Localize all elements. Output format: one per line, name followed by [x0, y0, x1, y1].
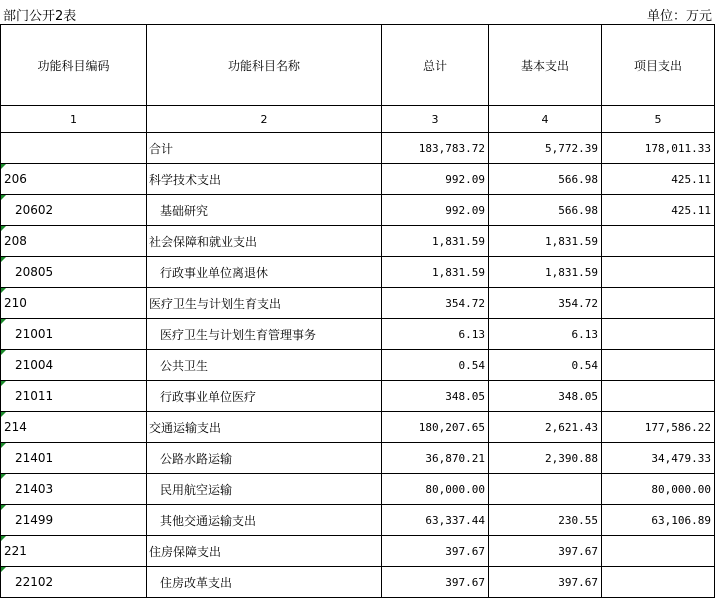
- cell-total-text: 1,831.59: [432, 265, 485, 279]
- cell-project-text: 178,011.33: [644, 141, 711, 155]
- cell-code[interactable]: [1, 474, 147, 505]
- cell-basic[interactable]: [489, 257, 602, 288]
- cell-code-text: 21004: [15, 358, 54, 372]
- column-number: 1: [1, 106, 147, 133]
- cell-basic-text: 566.98: [558, 203, 598, 217]
- cell-name[interactable]: [147, 226, 382, 257]
- cell-name-text: 医疗卫生与计划生育管理事务: [160, 327, 317, 342]
- comment-marker-icon: [1, 536, 6, 541]
- cell-total-text: 6.13: [458, 327, 485, 341]
- comment-marker-icon: [1, 226, 6, 231]
- cell-basic[interactable]: [489, 350, 602, 381]
- cell-project[interactable]: [602, 319, 715, 350]
- cell-basic-text: 1,831.59: [545, 234, 598, 248]
- cell-project[interactable]: [602, 226, 715, 257]
- cell-project-text: 425.11: [671, 203, 711, 217]
- cell-total-text: 397.67: [445, 544, 485, 558]
- cell-code-text: 214: [4, 420, 27, 434]
- cell-total[interactable]: [382, 536, 489, 567]
- cell-project[interactable]: [602, 133, 715, 164]
- cell-name-text: 公路水路运输: [160, 451, 233, 466]
- table-row: [1, 536, 715, 567]
- header-row: [1, 25, 715, 106]
- cell-name[interactable]: [147, 536, 382, 567]
- comment-marker-icon: [1, 257, 6, 262]
- cell-code-text: 21499: [15, 513, 54, 527]
- cell-total[interactable]: [382, 474, 489, 505]
- cell-name[interactable]: [147, 412, 382, 443]
- cell-project[interactable]: [602, 412, 715, 443]
- table-row: [1, 412, 715, 443]
- column-number: 3: [382, 106, 489, 133]
- table-row: [1, 226, 715, 257]
- column-number: 2: [147, 106, 382, 133]
- comment-marker-icon: [1, 195, 6, 200]
- cell-basic-text: 2,621.43: [545, 420, 598, 434]
- cell-code-text: 210: [4, 296, 27, 310]
- cell-name-text: 行政事业单位离退休: [160, 265, 269, 280]
- table-row: [1, 133, 715, 164]
- comment-marker-icon: [1, 567, 6, 572]
- cell-basic-text: 354.72: [558, 296, 598, 310]
- cell-project[interactable]: [602, 443, 715, 474]
- cell-code[interactable]: [1, 133, 147, 164]
- cell-project-text: 425.11: [671, 172, 711, 186]
- cell-code[interactable]: [1, 567, 147, 598]
- cell-code-text: 21001: [15, 327, 54, 341]
- cell-code-text: 22102: [15, 575, 54, 589]
- comment-marker-icon: [1, 443, 6, 448]
- cell-total[interactable]: [382, 443, 489, 474]
- cell-code-text: 20602: [15, 203, 54, 217]
- cell-project-text: 34,479.33: [651, 451, 711, 465]
- table-row: [1, 164, 715, 195]
- comment-marker-icon: [1, 164, 6, 169]
- cell-basic-text: 348.05: [558, 389, 598, 403]
- comment-marker-icon: [1, 474, 6, 479]
- cell-basic-text: 230.55: [558, 513, 598, 527]
- cell-name[interactable]: [147, 288, 382, 319]
- cell-project[interactable]: [602, 474, 715, 505]
- cell-basic-text: 0.54: [571, 358, 598, 372]
- cell-code-text: 21401: [15, 451, 54, 465]
- comment-marker-icon: [1, 288, 6, 293]
- cell-name[interactable]: [147, 133, 382, 164]
- comment-marker-icon: [1, 412, 6, 417]
- cell-basic-text: 6.13: [571, 327, 598, 341]
- cell-name-text: 公共卫生: [160, 358, 209, 373]
- cell-total-text: 63,337.44: [425, 513, 485, 527]
- cell-project[interactable]: [602, 195, 715, 226]
- cell-basic-text: 397.67: [558, 575, 598, 589]
- cell-total[interactable]: [382, 195, 489, 226]
- cell-basic[interactable]: [489, 536, 602, 567]
- table-row: [1, 381, 715, 412]
- column-header: 功能科目编码: [1, 25, 147, 106]
- cell-name[interactable]: [147, 350, 382, 381]
- cell-code[interactable]: [1, 319, 147, 350]
- table-title: 部门公开2表: [3, 9, 77, 24]
- cell-project[interactable]: [602, 536, 715, 567]
- cell-basic[interactable]: [489, 412, 602, 443]
- cell-basic[interactable]: [489, 164, 602, 195]
- column-number: 5: [602, 106, 715, 133]
- cell-name[interactable]: [147, 505, 382, 536]
- cell-name-text: 民用航空运输: [160, 482, 233, 497]
- cell-basic[interactable]: [489, 567, 602, 598]
- cell-basic-text: 2,390.88: [545, 451, 598, 465]
- cell-project[interactable]: [602, 381, 715, 412]
- cell-code-text: 221: [4, 544, 27, 558]
- table-row: [1, 474, 715, 505]
- table-row: [1, 567, 715, 598]
- cell-total[interactable]: [382, 381, 489, 412]
- cell-basic-text: 397.67: [558, 544, 598, 558]
- cell-name[interactable]: [147, 381, 382, 412]
- cell-basic[interactable]: [489, 195, 602, 226]
- cell-total-text: 183,783.72: [418, 141, 485, 155]
- cell-code[interactable]: [1, 257, 147, 288]
- cell-code-text: 21011: [15, 389, 54, 403]
- cell-name[interactable]: [147, 443, 382, 474]
- cell-total-text: 397.67: [445, 575, 485, 589]
- cell-total-text: 180,207.65: [418, 420, 485, 434]
- cell-total[interactable]: [382, 257, 489, 288]
- cell-name-text: 行政事业单位医疗: [160, 389, 257, 404]
- cell-name-text: 医疗卫生与计划生育支出: [149, 296, 282, 311]
- cell-total-text: 1,831.59: [432, 234, 485, 248]
- column-number-row: [1, 106, 715, 133]
- cell-basic[interactable]: [489, 288, 602, 319]
- cell-total-text: 992.09: [445, 172, 485, 186]
- cell-basic[interactable]: [489, 133, 602, 164]
- cell-total[interactable]: [382, 133, 489, 164]
- comment-marker-icon: [1, 505, 6, 510]
- cell-code-text: 21403: [15, 482, 54, 496]
- cell-basic[interactable]: [489, 226, 602, 257]
- cell-name-text: 科学技术支出: [149, 172, 222, 187]
- cell-code[interactable]: [1, 412, 147, 443]
- cell-total[interactable]: [382, 288, 489, 319]
- cell-project-text: 177,586.22: [644, 420, 711, 434]
- cell-code[interactable]: [1, 350, 147, 381]
- expenditure-table: [0, 24, 715, 598]
- cell-basic[interactable]: [489, 381, 602, 412]
- cell-project[interactable]: [602, 164, 715, 195]
- comment-marker-icon: [1, 381, 6, 386]
- cell-name[interactable]: [147, 474, 382, 505]
- cell-total[interactable]: [382, 505, 489, 536]
- cell-name-text: 社会保障和就业支出: [149, 234, 258, 249]
- table-row: [1, 257, 715, 288]
- cell-total[interactable]: [382, 226, 489, 257]
- cell-code[interactable]: [1, 164, 147, 195]
- cell-total-text: 354.72: [445, 296, 485, 310]
- cell-total[interactable]: [382, 319, 489, 350]
- cell-total-text: 0.54: [458, 358, 485, 372]
- cell-code-text: 206: [4, 172, 27, 186]
- cell-code[interactable]: [1, 195, 147, 226]
- cell-basic[interactable]: [489, 319, 602, 350]
- cell-basic-text: 1,831.59: [545, 265, 598, 279]
- cell-project[interactable]: [602, 288, 715, 319]
- cell-basic[interactable]: [489, 474, 602, 505]
- cell-code[interactable]: [1, 536, 147, 567]
- cell-total-text: 992.09: [445, 203, 485, 217]
- column-header: 基本支出: [489, 25, 602, 106]
- cell-basic[interactable]: [489, 505, 602, 536]
- cell-project[interactable]: [602, 505, 715, 536]
- table-row: [1, 288, 715, 319]
- cell-code[interactable]: [1, 288, 147, 319]
- cell-basic-text: 566.98: [558, 172, 598, 186]
- cell-code[interactable]: [1, 505, 147, 536]
- cell-name-text: 住房改革支出: [160, 575, 233, 590]
- column-header: 功能科目名称: [147, 25, 382, 106]
- table-row: [1, 505, 715, 536]
- cell-total-text: 80,000.00: [425, 482, 485, 496]
- cell-basic-text: 5,772.39: [545, 141, 598, 155]
- unit-label: 单位：万元: [646, 9, 712, 24]
- cell-name[interactable]: [147, 195, 382, 226]
- cell-total[interactable]: [382, 164, 489, 195]
- cell-code-text: 20805: [15, 265, 54, 279]
- cell-project[interactable]: [602, 350, 715, 381]
- cell-basic[interactable]: [489, 443, 602, 474]
- cell-code-text: 208: [4, 234, 27, 248]
- table-row: [1, 319, 715, 350]
- cell-code[interactable]: [1, 443, 147, 474]
- cell-total[interactable]: [382, 412, 489, 443]
- cell-total[interactable]: [382, 350, 489, 381]
- cell-total[interactable]: [382, 567, 489, 598]
- cell-name-text: 合计: [149, 141, 174, 156]
- cell-name[interactable]: [147, 567, 382, 598]
- cell-name[interactable]: [147, 257, 382, 288]
- table-row: [1, 195, 715, 226]
- cell-name-text: 其他交通运输支出: [160, 513, 257, 528]
- cell-code[interactable]: [1, 226, 147, 257]
- table-row: [1, 350, 715, 381]
- column-header: 总计: [382, 25, 489, 106]
- cell-project[interactable]: [602, 257, 715, 288]
- cell-project-text: 63,106.89: [651, 513, 711, 527]
- cell-project-text: 80,000.00: [651, 482, 711, 496]
- cell-name[interactable]: [147, 319, 382, 350]
- cell-name-text: 基础研究: [160, 203, 209, 218]
- column-number: 4: [489, 106, 602, 133]
- cell-name-text: 交通运输支出: [149, 420, 222, 435]
- cell-total-text: 348.05: [445, 389, 485, 403]
- cell-name[interactable]: [147, 164, 382, 195]
- cell-code[interactable]: [1, 381, 147, 412]
- cell-total-text: 36,870.21: [425, 451, 485, 465]
- comment-marker-icon: [1, 350, 6, 355]
- table-row: [1, 443, 715, 474]
- cell-name-text: 住房保障支出: [149, 544, 222, 559]
- column-header: 项目支出: [602, 25, 715, 106]
- cell-project[interactable]: [602, 567, 715, 598]
- comment-marker-icon: [1, 319, 6, 324]
